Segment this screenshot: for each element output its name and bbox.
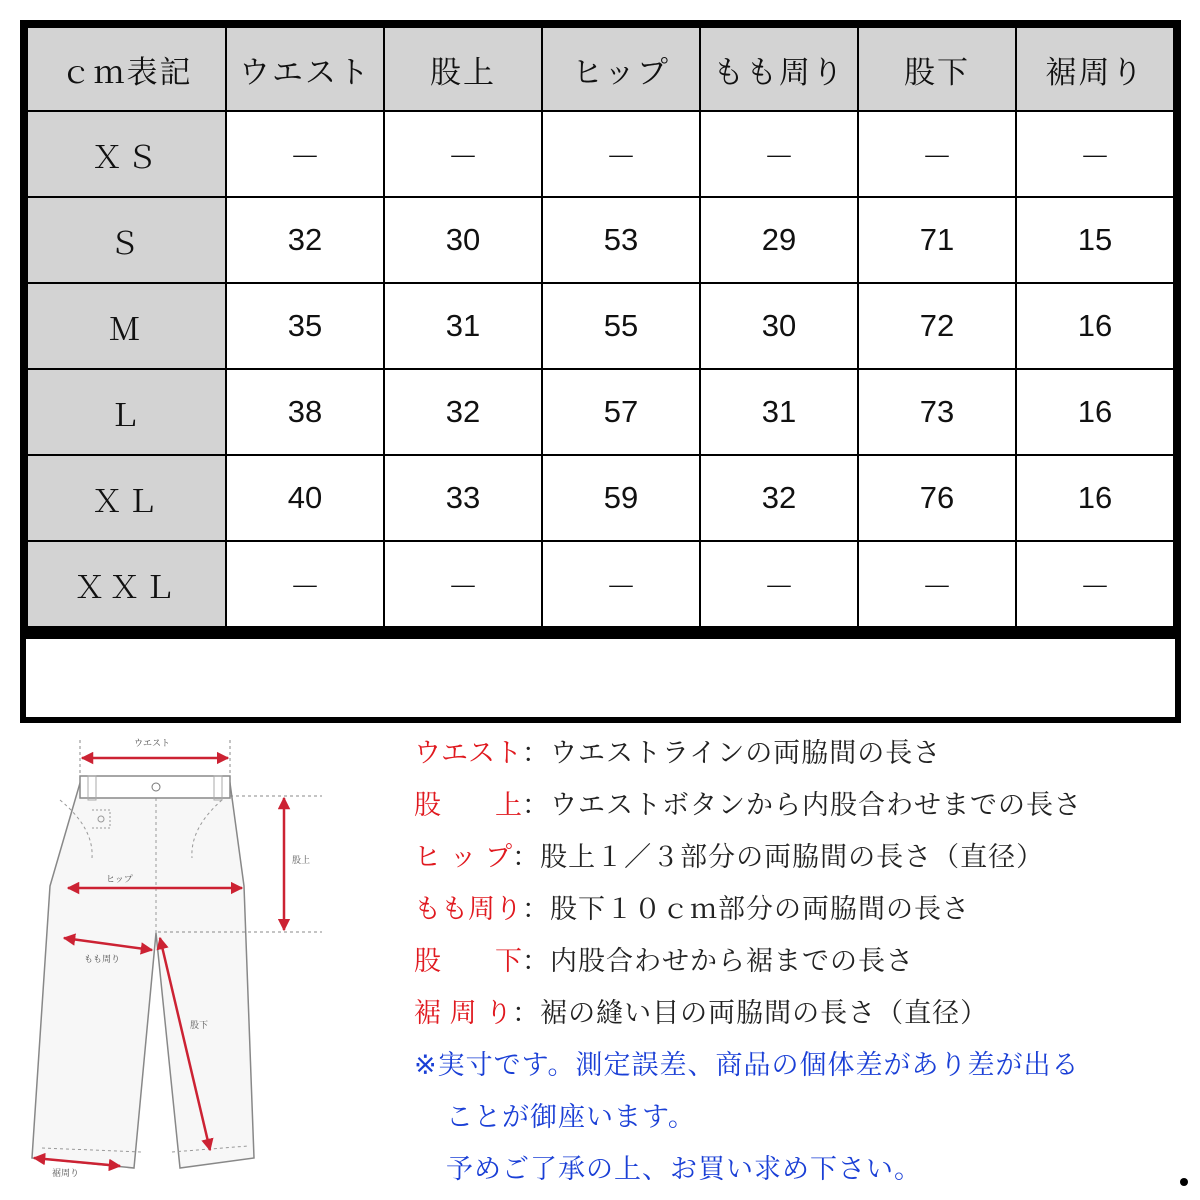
table-cell: 30 (700, 283, 858, 369)
legend-item (414, 732, 1194, 784)
header-rise: 股上 (384, 27, 542, 111)
legend-label: 裾 周 り (414, 998, 513, 1029)
row-size: ＸＳ (27, 111, 226, 197)
header-inseam: 股下 (858, 27, 1016, 111)
table-row (27, 197, 1174, 283)
table-cell: 59 (542, 455, 700, 541)
table-cell: 15 (1016, 197, 1174, 283)
legend-note: ことが御座います。 (446, 1102, 696, 1133)
diagram-label-rise: 股上 (292, 856, 311, 866)
table-cell: － (1016, 111, 1174, 197)
legend-desc: ：裾の縫い目の両脇間の長さ（直径） (512, 998, 989, 1029)
table-cell: － (226, 541, 384, 627)
pants-measurement-diagram (22, 728, 352, 1196)
table-cell: 30 (384, 197, 542, 283)
table-cell: 57 (542, 369, 700, 455)
table-cell: 31 (700, 369, 858, 455)
measurement-legend (414, 732, 1194, 1200)
table-cell: 16 (1016, 283, 1174, 369)
legend-desc: ：ウエストラインの両脇間の長さ (522, 738, 942, 769)
header-unit: ｃｍ表記 (27, 27, 226, 111)
header-hem: 裾周り (1016, 27, 1174, 111)
legend-note: 予めご了承の上、お買い求め下さい。 (446, 1154, 922, 1185)
table-cell: － (1016, 541, 1174, 627)
row-size: Ｓ (27, 197, 226, 283)
corner-dot (1180, 1178, 1188, 1186)
legend-item (414, 784, 1194, 836)
table-cell: 32 (384, 369, 542, 455)
table-cell: 32 (226, 197, 384, 283)
table-cell: － (226, 111, 384, 197)
table-cell: 53 (542, 197, 700, 283)
legend-item (414, 888, 1194, 940)
diagram-label-hem: 裾周り (52, 1169, 80, 1179)
legend-item (414, 836, 1194, 888)
table-cell: 16 (1016, 369, 1174, 455)
legend-label: もも周り (414, 894, 522, 925)
table-cell: － (700, 111, 858, 197)
table-cell: － (542, 541, 700, 627)
table-cell: 31 (384, 283, 542, 369)
legend-label: 股 上 (414, 790, 522, 821)
table-row (27, 455, 1174, 541)
header-thigh: もも周り (700, 27, 858, 111)
table-cell: － (542, 111, 700, 197)
legend-desc: ：股上１／３部分の両脇間の長さ（直径） (512, 842, 1045, 873)
table-cell: 35 (226, 283, 384, 369)
table-cell: － (384, 111, 542, 197)
legend-note: ※実寸です。測定誤差、商品の個体差があり差が出る (414, 1050, 1080, 1081)
diagram-label-hip: ヒップ (106, 875, 133, 885)
table-cell: 32 (700, 455, 858, 541)
header-hip: ヒップ (542, 27, 700, 111)
table-row (27, 541, 1174, 627)
table-row (27, 283, 1174, 369)
table-cell: － (384, 541, 542, 627)
row-size: Ｍ (27, 283, 226, 369)
legend-label: ヒ ッ プ (414, 842, 513, 873)
table-cell: 40 (226, 455, 384, 541)
table-cell: － (858, 111, 1016, 197)
table-cell: 29 (700, 197, 858, 283)
legend-desc: ：股下１０ｃｍ部分の両脇間の長さ (522, 894, 970, 925)
size-table (26, 26, 1175, 628)
table-cell: 72 (858, 283, 1016, 369)
table-cell: 33 (384, 455, 542, 541)
pants-outline (32, 783, 254, 1168)
row-size: Ｌ (27, 369, 226, 455)
row-size: ＸＸＬ (27, 541, 226, 627)
legend-item (414, 992, 1194, 1044)
table-cell: 73 (858, 369, 1016, 455)
legend-desc: ：内股合わせから裾までの長さ (522, 946, 914, 977)
legend-item (414, 940, 1194, 992)
table-cell: － (858, 541, 1016, 627)
legend-label: 股 下 (414, 946, 522, 977)
table-note-row (26, 633, 1175, 717)
table-cell: 38 (226, 369, 384, 455)
row-size: ＸＬ (27, 455, 226, 541)
table-cell: 71 (858, 197, 1016, 283)
legend-desc: ：ウエストボタンから内股合わせまでの長さ (522, 790, 1082, 821)
table-header-row (27, 27, 1174, 111)
diagram-label-inseam: 股下 (190, 1021, 209, 1031)
table-cell: 55 (542, 283, 700, 369)
table-cell: 76 (858, 455, 1016, 541)
table-cell: － (700, 541, 858, 627)
pants-illustration (22, 728, 352, 1196)
legend-label: ウエスト (414, 738, 522, 769)
diagram-label-waist: ウエスト (134, 739, 171, 749)
header-waist: ウエスト (226, 27, 384, 111)
size-table-frame (20, 20, 1181, 723)
table-row (27, 111, 1174, 197)
diagram-label-thigh: もも周り (84, 955, 121, 965)
table-row (27, 369, 1174, 455)
table-cell: 16 (1016, 455, 1174, 541)
